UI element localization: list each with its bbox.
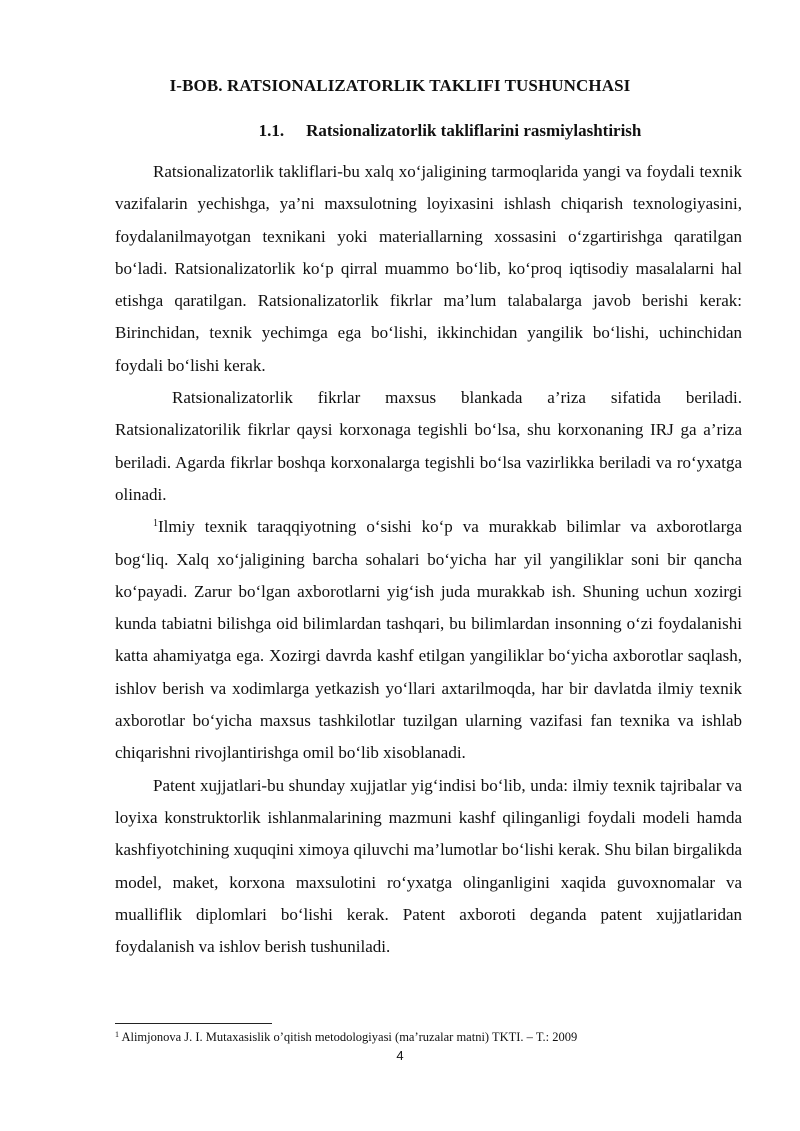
paragraph: Ratsionalizatorlik fikrlar maxsus blankada a’riza sifatida beriladi. Ratsionalizatorilik fikrlar qaysi korxonaga tegishli bo‘lsa, shu korxonaning IRJ ga a’riza beriladi. Agarda fikrlar boshqa korxonalarga tegishli bo‘lsa vazirlikka beriladi va ro‘yxatga olinadi. — [115, 388, 742, 504]
paragraph-text: Ilmiy texnik taraqqiyotning o‘sishi ko‘p va murakkab bilimlar va axborotlarga bog‘liq. Xalq xo‘jaligining barcha sohalari bo‘yicha har yil yangiliklar soni bir qancha ko‘payadi. Zarur bo‘lgan axborotlarni yig‘ish juda murakkab ish. Shuning uchun xozirgi kunda tabiatni bilishga oid bilimlardan tashqari, bu bilimlardan insonning o‘zi foydalanishi katta ahamiyatga ega. Xozirgi davrda kashf etilgan yangiliklar bo‘yicha axborotlar saqlash, ishlov berish va xodimlarga yetkazish yo‘llari axtarilmoqda, har bir davlatda ilmiy texnik axborotlar bo‘yicha maxsus tashkilotlar tuzilgan ularning vazifasi fan texnika va ishlab chiqarishni rivojlantirishga omil bo‘lib xisoblanadi. — [115, 517, 742, 763]
footnote-text: Alimjonova J. I. Mutaxasislik o’qitish metodologiyasi (ma’ruzalar matni) TKTI. – T.: 2009 — [121, 1030, 578, 1044]
body-text — [115, 156, 742, 963]
page-number: 4 — [396, 1048, 404, 1063]
paragraph: Patent xujjatlari-bu shunday xujjatlar yig‘indisi bo‘lib, unda: ilmiy texnik tajribalar va loyixa konstruktorlik ishlanmalarining mazmuni kashf qilinganligi foydali modeli hamda kashfiyotchining xuquqini ximoya qiluvchi ma’lumotlar bo‘lishi kerak. Shu bilan birgalikda model, maket, korxona maxsulotini ro‘yxatga olinganligini xaqida guvoxnomalar va mualliflik diplomlari bo‘lishi kerak. Patent axboroti deganda patent xujjatlaridan foydalanish va ishlov berish tushuniladi. — [115, 775, 742, 957]
paragraph — [115, 511, 742, 769]
chapter-title: I-BOB. RATSIONALIZATORLIK TAKLIFI TUSHUNCHASI — [169, 76, 631, 95]
footnote — [115, 1030, 577, 1045]
paragraph: Ratsionalizatorlik takliflari-bu xalq xo‘jaligining tarmoqlarida yangi va foydali texnik vazifalarin yechishga, ya’ni maxsulotning loyixasini ishlash chiqarish texnologiyasini, foydalanilmayotgan texnikani yoki materiallarning xossasini o‘zgartirishga qaratilgan bo‘ladi. Ratsionalizatorlik ko‘p qirral muammo bo‘lib, ko‘proq iqtisodiy masalalarni hal etishga qaratilgan. Ratsionalizatorlik fikrlar ma’lum talabalarga javob berishi kerak: Birinchidan, texnik yechimga ega bo‘lishi, ikkinchidan yangilik bo‘lishi, uchinchidan foydali bo‘lishi kerak. — [115, 162, 742, 375]
section-heading — [0, 121, 800, 141]
footnote-divider — [115, 1023, 272, 1024]
section-title: Ratsionalizatorlik takliflarini rasmiylashtirish — [306, 121, 642, 140]
footnote-reference: 1 — [153, 518, 158, 530]
section-number: 1.1. — [258, 121, 285, 140]
footnote-marker: 1 — [115, 1030, 119, 1039]
